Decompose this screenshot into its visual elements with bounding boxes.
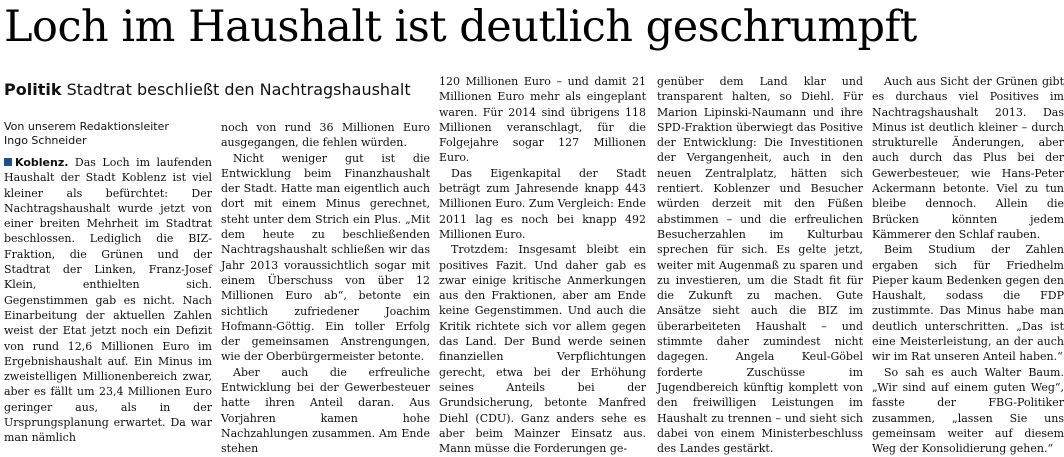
- byline-role: Von unserem Redaktionsleiter: [4, 120, 169, 133]
- paragraph: noch von rund 36 Millionen Euro ausgegangen, die fehlen würden.: [221, 121, 430, 150]
- paragraph: Beim Studium der Zahlen ergaben sich für Friedhelm Pieper kaum Bedenken gegen den Haushalt, sodass die FDP zustimmte. Das Minus habe man deutlich unterschritten. „Das ist eine Meisterleistung, an der auch wir im Rat unseren Anteil haben.“: [872, 243, 1064, 364]
- byline-author: Ingo Schneider: [4, 134, 87, 147]
- article-column-3: [439, 74, 646, 456]
- paragraph: Auch aus Sicht der Grünen gibt es durchaus viel Positives im Nachtragshaushalt 2013. Das Minus ist deutlich kleiner – durch strukturelle Änderungen, aber auch durch das Plus bei der Gewerbesteuer, wie Hans-Peter Ackermann betonte. Viel zu tun bleibe dennoch. Allein die Brücken könnten jedem Kämmerer den Schlaf rauben.: [872, 75, 1064, 241]
- paragraph: Aber auch die erfreuliche Entwicklung bei der Gewerbesteuer hatte ihren Anteil daran. Aus Vorjahren kamen hohe Nachzahlungen zusammen. Am Ende stehen: [221, 365, 430, 456]
- square-bullet-icon: [4, 158, 12, 166]
- paragraph: genüber dem Land klar und transparent halten, so Diehl. Für Marion Lipinski-Naumann und ihre SPD-Fraktion überwiegt das Positive der Entwicklung: Die Investitionen der Vergangenheit, auch in den neuen Zentralplatz, hätten sich rentiert. Koblenzer und Besucher würden derzeit mit den Füßen abstimmen – und die erfreulichen Besucherzahlen im Kulturbau sprechen für sich. Es gelte jetzt, weiter mit Augenmaß zu sparen und zu investieren, um die Stadt fit für die Zukunft zu machen. Gute Ansätze sieht auch die BIZ im überarbeiteten Haushalt – und stimmte daher zumindest nicht dagegen. Angela Keul-Göbel forderte Zuschüsse im Jugendbereich künftig komplett von den freiwilligen Leistungen im Haushalt zu trennen – und sieht sich dabei von einem Ministerbeschluss des Landes gestärkt.: [657, 75, 863, 456]
- paragraph-text: Das Loch im laufenden Haushalt der Stadt Koblenz ist viel kleiner als befürchtet: Der Nachtragshaushalt wurde jetzt von einer breiten Mehrheit im Stadtrat beschlossen. Lediglich die BIZ-Fraktion, die Grünen und der Stadtrat der Linken, Franz-Josef Klein, enthielten sich. Gegenstimmen gab es nicht. Nach Einarbeitung der aktuellen Zahlen weist der Etat jetzt noch ein Defizit von rund 12,6 Millionen Euro im Ergebnishaushalt auf. Ein Minus im zweistelligen Millionenbereich zwar, aber es fällt um 23,4 Millionen Euro geringer aus, als in der Ursprungsplanung erwartet. Da war man nämlich: [4, 156, 212, 445]
- paragraph: Trotzdem: Insgesamt bleibt ein positives Fazit. Und daher gab es zwar einige kritische Anmerkungen aus den Fraktionen, aber am Ende keine Gegenstimmen. Und auch die Kritik richtete sich vor allem gegen das Land. Der Bund werde seinen finanziellen Verpflichtungen gerecht, etwa bei der Erhöhung seines Anteils bei der Grundsicherung, betonte Manfred Diehl (CDU). Ganz anders sehe es aber beim Mainzer Einsatz aus. Mann müsse die Forderungen ge-: [439, 243, 646, 456]
- subheadline-text: Stadtrat beschließt den Nachtragshaushalt: [66, 80, 411, 99]
- article-column-2: [221, 120, 430, 456]
- paragraph: 120 Millionen Euro – und damit 21 Millionen Euro mehr als eingeplant waren. Für 2014 sind übrigens 118 Millionen veranschlagt, für die Folgejahre sogar 127 Millionen Euro.: [439, 75, 646, 165]
- article-column-1: [4, 155, 212, 445]
- paragraph: Das Eigenkapital der Stadt beträgt zum Jahresende knapp 443 Millionen Euro. Zum Vergleich: Ende 2011 lag es noch bei knapp 492 Millionen Euro.: [439, 166, 646, 241]
- article-column-4: [657, 74, 863, 456]
- article-subheadline: [4, 80, 429, 100]
- paragraph: Nicht weniger gut ist die Entwicklung beim Finanzhaushalt der Stadt. Hatte man eigentlich auch dort mit einem Minus gerechnet, steht unter dem Strich ein Plus. „Mit dem heute zu beschließenden Nachtragshaushalt schließen wir das Jahr 2013 voraussichtlich sogar mit einem Überschuss von über 12 Millionen Euro ab“, betonte ein sichtlich zufriedener Joachim Hofmann-Göttig. Ein toller Erfolg der gemeinsamen Anstrengungen, wie der Oberbürgermeister betonte.: [221, 151, 430, 364]
- article-column-5: [872, 74, 1064, 456]
- paragraph: [4, 155, 212, 446]
- section-rubric: Politik: [4, 80, 62, 99]
- byline: [4, 120, 209, 148]
- article-headline: Loch im Haushalt ist deutlich geschrumpft: [4, 2, 917, 52]
- dateline: Koblenz.: [15, 156, 69, 169]
- paragraph: So sah es auch Walter Baum. „Wir sind auf einem guten Weg“, fasste der FBG-Politiker zusammen, „lassen Sie uns gemeinsam weiter auf diesem Weg der Konsolidierung gehen.“: [872, 365, 1064, 456]
